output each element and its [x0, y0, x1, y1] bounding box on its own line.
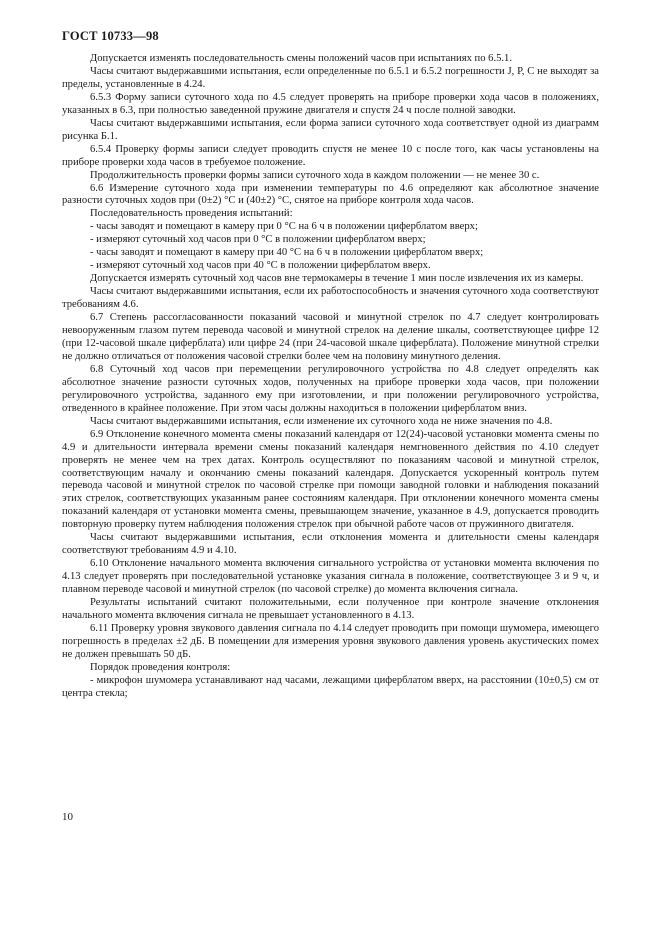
document-body	[62, 53, 599, 701]
paragraph: 6.5.4 Проверку формы записи следует проводить спустя не менее 10 с после того, как часы установлены на приборе проверки хода часов в требуемое положение.	[62, 143, 599, 168]
list-item: - измеряют суточный ход часов при 0 °С в положении циферблатом вверх;	[90, 234, 426, 246]
list-item: - часы заводят и помещают в камеру при 40 °С на 6 ч в положении циферблатом вверх;	[90, 247, 484, 259]
paragraph: Результаты испытаний считают положительными, если полученное при контроле значение отклонения начального момента включения сигнала не превышает установленного в 4.13.	[62, 597, 599, 621]
list-item: - измеряют суточный ход часов при 40 °С в положении циферблатом вверх.	[90, 260, 431, 272]
paragraph: Последовательность проведения испытаний:	[90, 208, 293, 220]
paragraph: Часы считают выдержавшими испытания, если определенные по 6.5.1 и 6.5.2 погрешности J, P, C не выходят за пределы, установленные в 4.24.	[62, 65, 599, 90]
paragraph: Продолжительность проверки формы записи суточного хода в каждом положении — не менее 30 с.	[90, 169, 540, 181]
paragraph: Часы считают выдержавшими испытания, если изменение их суточного хода не ниже значения по 4.8.	[90, 415, 553, 427]
paragraph: Часы считают выдержавшими испытания, если их работоспособность и значения суточного хода соответствуют требованиям 4.6.	[62, 286, 599, 311]
paragraph: Допускается изменять последовательность смены положений часов при испытаниях по 6.5.1.	[90, 53, 512, 64]
paragraph: 6.9 Отклонение конечного момента смены показаний календаря от 12(24)-часовой установки момента смены по 4.9 и длительности интервала времени смены показаний календаря немгновенного действия по 4.10 следует проверять не менее чем на трех датах. Контроль осуществляют по показаниям часовой и минутной стрелок, соответствующим началу и окончанию смены показаний календаря. Допускается ускоренный контроль путем перевода часовой и минутной стрелок по часовой стрелке при помощи заводной головки и наблюдения показаний этих стрелок, соответствующих указанным ранее состояниям календаря. При отклонении конечного момента смены показаний календаря от установки момента смены, превышающем значение, указанное в 4.9, допускается проводить повторную проверку путем наблюдения положения стрелок при обычной работе часов от пружинного двигателя.	[62, 428, 599, 531]
paragraph: Порядок проведения контроля:	[90, 661, 231, 673]
paragraph: Допускается измерять суточный ход часов вне термокамеры в течение 1 мин после извлечения их из камеры.	[90, 273, 584, 285]
page-number: 10	[62, 811, 73, 823]
list-item: - часы заводят и помещают в камеру при 0 °С на 6 ч в положении циферблатом вверх;	[90, 221, 478, 233]
paragraph: Часы считают выдержавшими испытания, если форма записи суточного хода соответствует одной из диаграмм рисунка Б.1.	[62, 117, 599, 142]
standard-code-header: ГОСТ 10733—98	[62, 29, 159, 43]
paragraph: 6.10 Отклонение начального момента включения сигнального устройства от установки момента включения по 4.13 следует проверять при последовательной установке указания сигнала в положение, соответствующее 3 и 9 ч, и плавном переводе часовой и минутной стрелок (по часовой стрелке) до момента включения сигнала.	[62, 558, 599, 596]
paragraph: 6.5.3 Форму записи суточного хода по 4.5 следует проверять на приборе проверки хода часов в положениях, указанных в 6.3, при полностью заведенной пружине двигателя и спустя 24 ч после полной заводки.	[62, 91, 599, 116]
paragraph: 6.6 Измерение суточного хода при изменении температуры по 4.6 определяют как абсолютное значение разности суточных ходов при (0±2) °С и (40±2) °С, снятое на приборе контроля хода часов.	[62, 182, 599, 207]
paragraph: 6.8 Суточный ход часов при перемещении регулировочного устройства по 4.8 следует определять как абсолютное значение разности суточных ходов, полученных на приборе проверки хода часов, при положении регулировочного устройства, заданного ему при изготовлении, и при положении регулировочного устройства, отведенного в крайнее положение. При этом часы должны находиться в положении циферблатом вниз.	[62, 363, 599, 414]
paragraph: 6.11 Проверку уровня звукового давления сигнала по 4.14 следует проводить при помощи шумомера, имеющего погрешность в пределах ±2 дБ. В помещении для измерения уровня звукового давления уровень акустических помех не должен превышать 50 дБ.	[62, 622, 599, 660]
paragraph: 6.7 Степень рассогласованности показаний часовой и минутной стрелок по 4.7 следует контролировать невооруженным глазом путем перевода часовой и минутной стрелок на деление шкалы, соответствующее цифре 12 (при 12-часовой шкале циферблата) или цифре 24 (при 24-часовой шкале циферблата). Положение минутной стрелки не должно отличаться от положения часовой стрелки более чем на половину минутного деления.	[62, 312, 599, 362]
list-item: - микрофон шумомера устанавливают над часами, лежащими циферблатом вверх, на расстоянии (10±0,5) см от центра стекла;	[62, 674, 599, 699]
paragraph: Часы считают выдержавшими испытания, если отклонения момента и длительности смены календаря соответствуют требованиям 4.9 и 4.10.	[62, 532, 599, 557]
